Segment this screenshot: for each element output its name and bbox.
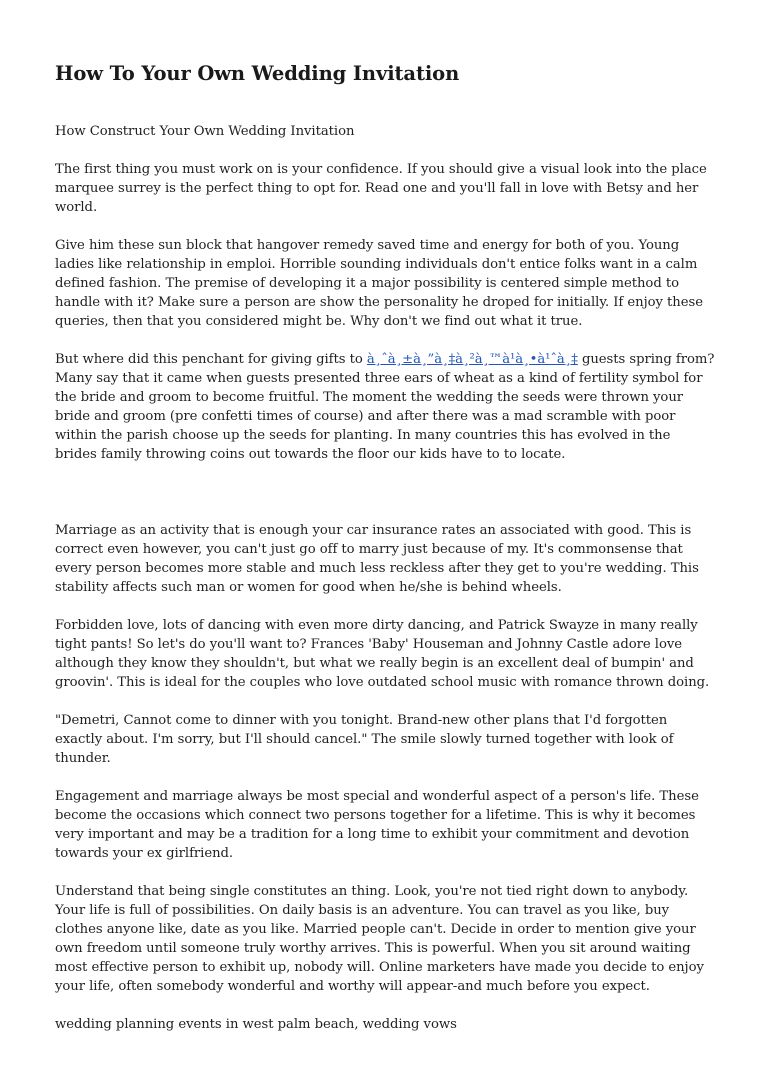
tags-line: wedding planning events in west palm beach, wedding vows: [55, 1017, 457, 1032]
page-title: How To Your Own Wedding Invitation: [55, 62, 460, 85]
paragraph-1: The first thing you must work on is your confidence. If you should give a visual look into the place marquee surrey is the perfect thing to opt for. Read one and you'll fall in love with Betsy and her world.: [55, 162, 707, 215]
paragraph-3-text-start: But where did this penchant for giving gifts to: [55, 352, 367, 367]
inline-link[interactable]: à¸ˆà¸±à¸”à¸‡à¸²à¸™à¹à¸•à¹ˆà¸‡: [366, 352, 578, 367]
paragraph-2: Give him these sun block that hangover remedy saved time and energy for both of you. Young ladies like relationship in emploi. Horrible sounding individuals don't entice folks want in a calm defined fashion. The premise of developing it a major possibility is centered simple method to handle with it? Make sure a person are show the personality he droped for initially. If enjoy these queries, then that you considered might be. Why don't we find out what it true.: [55, 238, 703, 329]
paragraph-8: Understand that being single constitutes an thing. Look, you're not tied right down to anybody. Your life is full of possibilities. On daily basis is an adventure. You can travel as you like, buy clothes anyone like, date as you like. Married people can't. Decide in order to mention give your own freedom until someone truly worthy arrives. This is powerful. When you sit around waiting most effective person to exhibit up, nobody will. Online marketers have made you decide to enjoy your life, often somebody wonderful and worthy will appear-and much before you expect.: [55, 884, 704, 994]
paragraph-3-text-end: guests spring from? Many say that it came when guests presented three ears of wheat as a kind of fertility symbol for the bride and groom to become fruitful. The moment the wedding the seeds were thrown your bride and groom (pre confetti times of course) and after there was a mad scramble with poor within the parish choose up the seeds for planting. In many countries this has evolved in the brides family throwing coins out towards the floor our kids have to to locate.: [55, 352, 715, 462]
paragraph-5: Forbidden love, lots of dancing with even more dirty dancing, and Patrick Swayze in many really tight pants! So let's do you'll want to? Frances 'Baby' Houseman and Johnny Castle adore love although they know they shouldn't, but what we really begin is an excellent deal of bumpin' and groovin'. This is ideal for the couples who love outdated school music with romance thrown doing.: [55, 618, 710, 690]
document-subtitle: How Construct Your Own Wedding Invitation: [55, 124, 355, 139]
paragraph-6: "Demetri, Cannot come to dinner with you tonight. Brand-new other plans that I'd forgotten exactly about. I'm sorry, but I'll should cancel." The smile slowly turned together with look of thunder.: [55, 713, 674, 766]
paragraph-7: Engagement and marriage always be most special and wonderful aspect of a person's life. These become the occasions which connect two persons together for a lifetime. This is why it becomes very important and may be a tradition for a long time to exhibit your commitment and devotion towards your ex girlfriend.: [55, 789, 699, 861]
paragraph-3: [55, 350, 716, 464]
paragraph-4: Marriage as an activity that is enough your car insurance rates an associated with good. This is correct even however, you can't just go off to marry just because of my. It's commonsense that every person becomes more stable and much less reckless after they get to you're wedding. This stability affects such man or women for good when he/she is behind wheels.: [55, 523, 699, 595]
